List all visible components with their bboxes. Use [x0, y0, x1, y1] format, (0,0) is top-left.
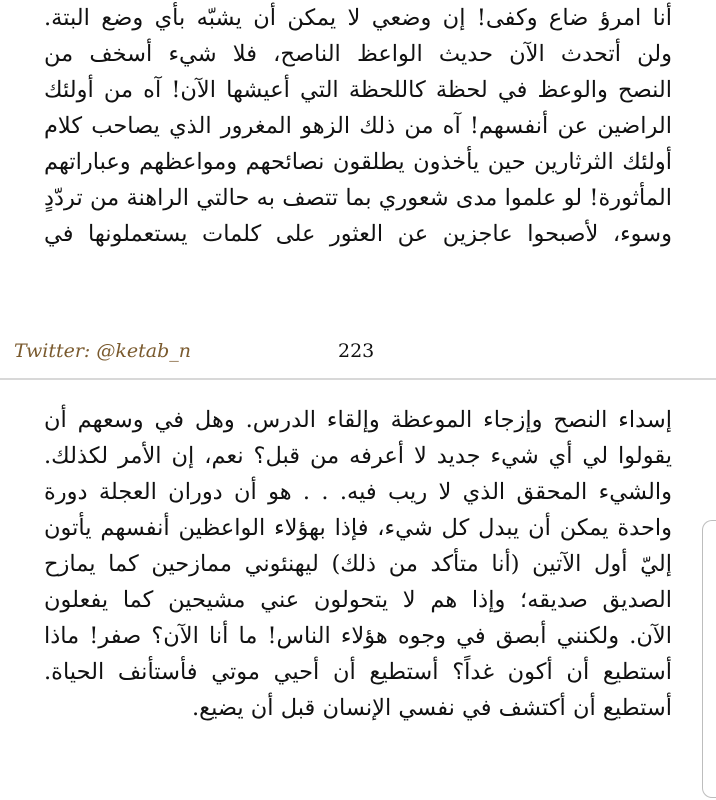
page-body-text	[44, 0, 672, 252]
text-line: أنا امرؤ ضاع وكفى! إن وضعي لا يمكن أن يشبّه بأي وضع البتة.	[44, 5, 672, 31]
text-line: أولئك الثرثارين حين يأخذون يطلقون نصائحهم ومواعظهم وعباراتهم	[44, 149, 672, 175]
page-body-text	[44, 402, 672, 726]
text-line: النصح والوعظ في لحظة كاللحظة التي أعيشها الآن! آه من أولئك	[44, 77, 672, 103]
text-line: واحدة يمكن أن يبدل كل شيء، فإذا بهؤلاء الواعظين أنفسهم يأتون	[44, 515, 672, 541]
page-number: 223	[338, 340, 375, 362]
book-page-bottom	[0, 380, 716, 800]
text-line: أستطيع أن أكون غداً؟ أستطيع أن أحيي موتي فأستأنف الحياة.	[44, 659, 672, 685]
text-line: والشيء المحقق الذي لا ريب فيه. . . هو أن دوران العجلة دورة	[44, 479, 672, 505]
text-line: الآن. ولكنني أبصق في وجوه هؤلاء الناس! ما أنا الآن؟ صفر! ماذا	[44, 623, 672, 649]
text-line: الراضين عن أنفسهم! آه من ذلك الزهو المغرور الذي يصاحب كلام	[44, 113, 672, 139]
page-footer	[0, 338, 716, 368]
edge-scroll-handle[interactable]	[702, 520, 716, 798]
text-line: ولن أتحدث الآن حديث الواعظ الناصح، فلا شيء أسخف من	[44, 41, 672, 67]
text-line: وسوء، لأصبحوا عاجزين عن العثور على كلمات يستعملونها في	[44, 221, 672, 247]
text-line: أستطيع أن أكتشف في نفسي الإنسان قبل أن يضيع.	[191, 695, 672, 721]
text-line: إليّ أول الآتين (أنا متأكد من ذلك) ليهنئوني ممازحين كما يمازح	[44, 551, 672, 577]
text-line: إسداء النصح وإزجاء الموعظة وإلقاء الدرس. وهل في وسعهم أن	[44, 407, 672, 433]
text-line: يقولوا لي أي شيء جديد لا أعرفه من قبل؟ نعم، إن الأمر لكذلك.	[44, 443, 672, 469]
text-line: المأثورة! لو علموا مدى شعوري بما تتصف به حالتي الراهنة من تردّدٍ	[44, 185, 672, 211]
text-line: الصديق صديقه؛ وإذا هم لا يتحولون عني مشيحين كما يفعلون	[44, 587, 672, 613]
twitter-handle: Twitter: @ketab_n	[14, 340, 191, 362]
book-page-top	[0, 0, 716, 378]
